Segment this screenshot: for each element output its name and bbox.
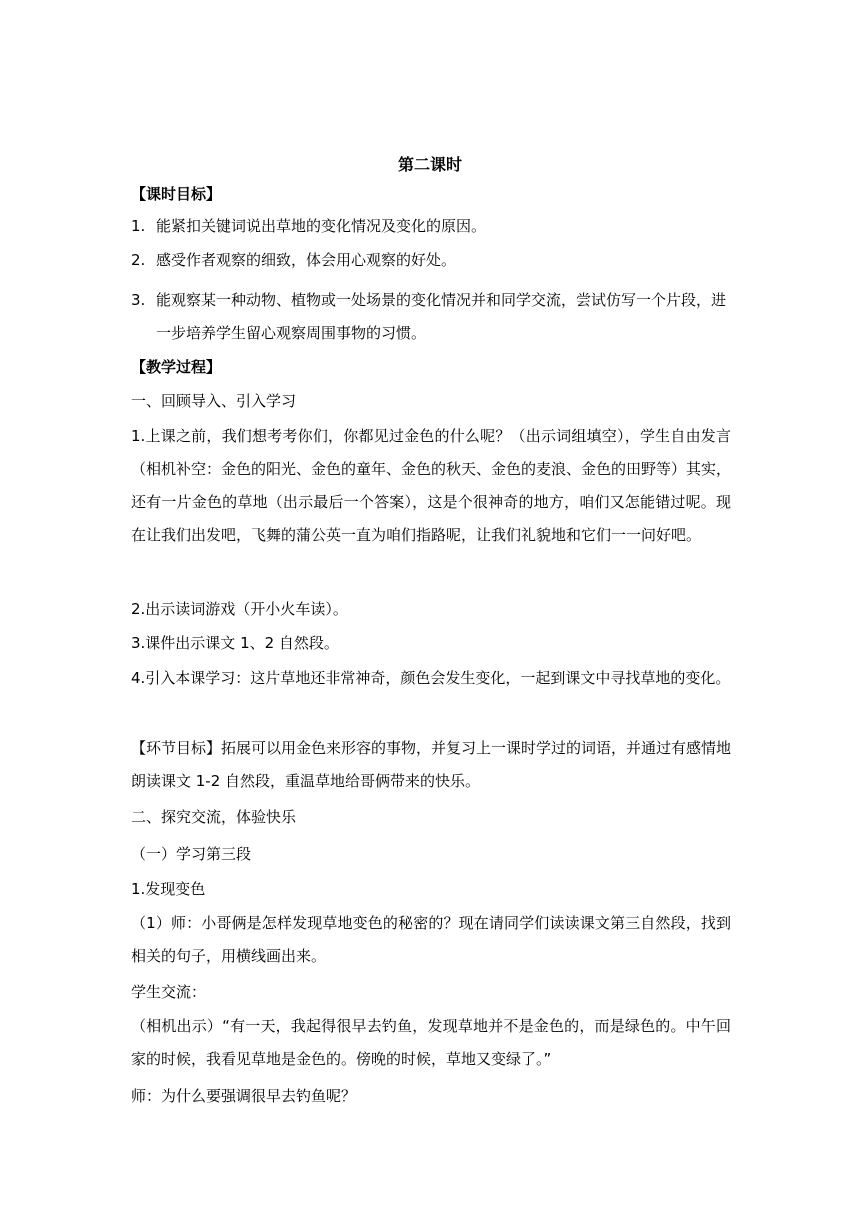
objective-number-2: 2. (131, 251, 146, 269)
paragraph-6: （1）师：小哥俩是怎样发现草地变色的秘密的？现在请同学们读读课文第三自然段，找到相关的句子，用横线画出来。 (131, 914, 731, 965)
objective-item-1: 能紧扣关键词说出草地的变化情况及变化的原因。 (156, 217, 487, 235)
paragraph-8: （相机出示）“有一天，我起得很早去钓鱼，发现草地并不是金色的，而是绿色的。中午回家的时候，我看见草地是金色的。傍晚的时候，草地又变绿了。” (131, 1017, 731, 1068)
paragraph-1: 1.上课之前，我们想考考你们，你都见过金色的什么呢？（出示词组填空），学生自由发言（相机补空：金色的阳光、金色的童年、金色的秋天、金色的麦浪、金色的田野等）其实，还有一片金色的草地（出示最后一个答案），这是个很神奇的地方，咱们又怎能错过呢。现在让我们出发吧，飞舞的蒲公英一直为咱们指路呢，让我们礼貌地和它们一一问好吧。 (131, 427, 732, 544)
paragraph-3: 3.课件出示课文 1、2 自然段。 (131, 634, 339, 652)
subheading-1-1: 1.发现变色 (131, 880, 206, 898)
objective-number-3: 3. (131, 291, 146, 309)
objective-item-2: 感受作者观察的细致，体会用心观察的好处。 (156, 251, 457, 269)
paragraph-9: 师：为什么要强调很早去钓鱼呢？ (131, 1087, 357, 1105)
section-heading-objectives: 【课时目标】 (131, 185, 222, 203)
paragraph-5: 【环节目标】拓展可以用金色来形容的事物，并复习上一课时学过的词语，并通过有感情地朗读课文 1-2 自然段，重温草地给哥俩带来的快乐。 (131, 739, 732, 790)
part1-heading: 一、回顾导入、引入学习 (131, 392, 297, 410)
part2-heading: 二、探究交流，体验快乐 (131, 808, 297, 826)
page-title: 第二课时 (397, 155, 462, 174)
paragraph-4: 4.引入本课学习：这片草地还非常神奇，颜色会发生变化，一起到课文中寻找草地的变化。 (131, 669, 731, 687)
objective-number-1: 1. (131, 217, 146, 235)
subheading-1: （一）学习第三段 (131, 845, 252, 863)
paragraph-7: 学生交流： (131, 983, 207, 1001)
section-heading-process: 【教学过程】 (131, 358, 222, 376)
paragraph-2: 2.出示读词游戏（开小火车读）。 (131, 600, 348, 618)
objective-item-3: 能观察某一种动物、植物或一处场景的变化情况并和同学交流，尝试仿写一个片段，进一步培养学生留心观察周围事物的习惯。 (156, 291, 727, 342)
